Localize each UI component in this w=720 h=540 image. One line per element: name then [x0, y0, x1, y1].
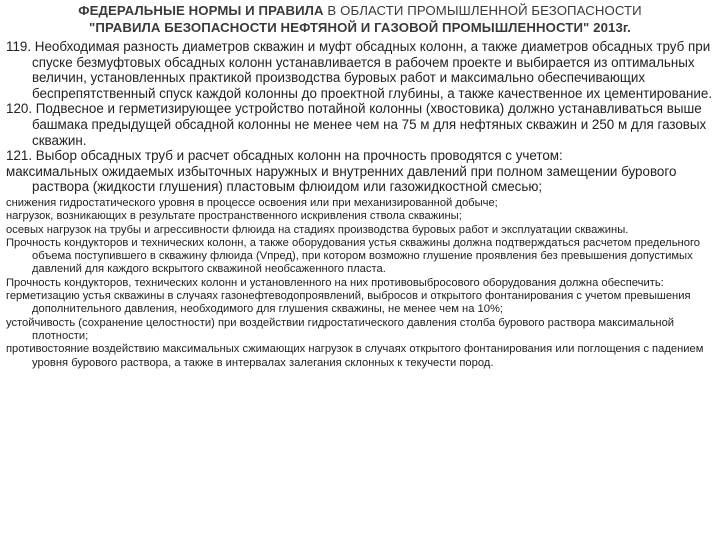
paragraph-120: 120. Подвесное и герметизирующее устройство потайной колонны (хвостовика) должно устанавливаться выше башмака предыдущей обсадной колонны не менее чем на 75 м для нефтяных скважин и 250 м для газовых скважин.	[6, 101, 707, 148]
list-item: Прочность кондукторов, технических колонн и установленного на них противовыбросового оборудования должна обеспечить:	[6, 276, 664, 289]
list-item: Прочность кондукторов и технических колонн, а также оборудования устья скважины должна подтверждаться расчетом предельного объема поступившего в скважину флюида (Vпред), при котором возможно глушение проявления без превышения допустимых давлений для каждого вскрытого скважиной необсаженного пласта.	[6, 236, 700, 276]
small-text-block	[6, 197, 714, 370]
title-line-2: "ПРАВИЛА БЕЗОПАСНОСТИ НЕФТЯНОЙ И ГАЗОВОЙ ПРОМЫШЛЕННОСТИ" 2013г.	[89, 20, 631, 35]
large-text-block	[6, 39, 714, 195]
list-item: устойчивость (сохранение целостности) при воздействии гидростатического давления столба бурового раствора максимальной плотности;	[6, 316, 675, 342]
list-item: герметизацию устья скважины в случаях газонефтеводопроявлений, выбросов и открытого фонтанирования с учетом превышения дополнительного давления, необходимого для глушения скважины, не менее чем на 10%;	[6, 290, 691, 316]
paragraph-121-item-1: максимальных ожидаемых избыточных наружных и внутренних давлений при полном замещении бурового раствора (жидкости глушения) пластовым флюидом или газожидкостной смесью;	[6, 163, 677, 195]
paragraph-121: 121. Выбор обсадных труб и расчет обсадных колонн на прочность проводятся с учетом:	[6, 148, 563, 164]
title-line-1-rest: В ОБЛАСТИ ПРОМЫШЛЕННОЙ БЕЗОПАСНОСТИ	[323, 3, 642, 18]
list-item: противостояние воздействию максимальных сжимающих нагрузок в случаях открытого фонтанирования или поглощения с падением уровня бурового раствора, а также в интервалах залегания склонных к текучести пород.	[6, 343, 704, 369]
title-line-1	[6, 2, 714, 19]
paragraph-119: 119. Необходимая разность диаметров скважин и муфт обсадных колонн, а также диаметров обсадных труб при спуске безмуфтовых обсадных колонн устанавливается в рабочем проекте и выбирается из оптимальных величин, установленных практикой производства буровых работ и максимально обеспечивающих беспрепятственный спуск каждой колонны до проектной глубины, а также качественное их цементирование.	[6, 39, 713, 101]
list-item: нагрузок, возникающих в результате пространственного искривления ствола скважины;	[6, 210, 462, 223]
list-item: снижения гидростатического уровня в процессе освоения или при механизированной добыче;	[6, 196, 498, 209]
list-item: осевых нагрузок на трубы и агрессивности флюида на стадиях производства буровых работ и эксплуатации скважины.	[6, 223, 629, 236]
title-line-1-bold: ФЕДЕРАЛЬНЫЕ НОРМЫ И ПРАВИЛА	[78, 3, 324, 18]
document-title	[6, 2, 714, 36]
